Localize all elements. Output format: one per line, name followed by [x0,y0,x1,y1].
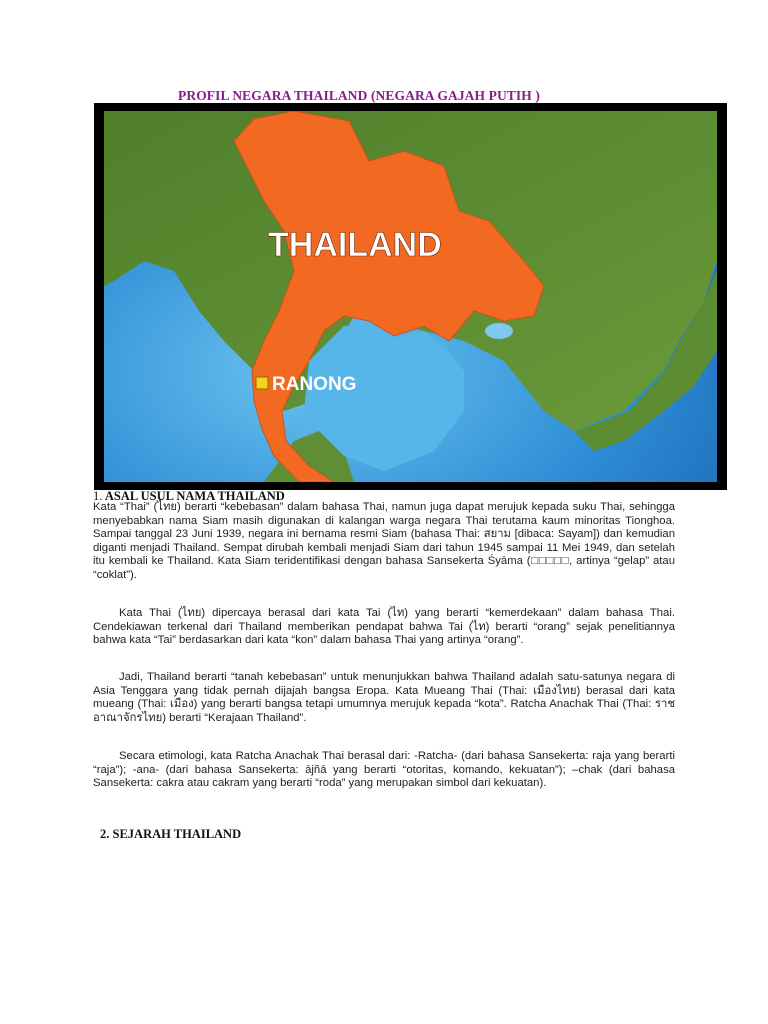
map-image [94,103,727,490]
section-1-title: ASAL USUL NAMA THAILAND [104,489,285,503]
lake [485,323,513,339]
thailand-label: THAILAND [268,226,442,264]
paragraph-2: Kata Thai (ไทย) dipercaya berasal dari kata Tai (ไท) yang berarti “kemerdekaan” dalam bahasa Thai. Cendekiawan terkenal dari Thailand memberikan pendapat bahwa Tai (ไท) berarti “orang” sejak penelitiannya bahwa kata “Tai” berdasarkan dari kata “kon” dalam bahasa Thai yang artinya “orang”. [93,607,675,647]
page-title: PROFIL NEGARA THAILAND (NEGARA GAJAH PUTIH ) [178,88,540,103]
ranong-marker [256,377,268,389]
paragraph-1: Kata “Thai” (ไทย) berarti “kebebasan” dalam bahasa Thai, namun juga dapat merujuk kepada suku Thai, sehingga menyebabkan nama Siam masih digunakan di kalangan warga negara Thai terutama kaum minoritas Tionghoa. Sampai tanggal 23 Juni 1939, negara ini bernama resmi Siam (bahasa Thai: สยาม [dibaca: Sayam]) dan kemudian diganti menjadi Thailand. Sempat dirubah kembali menjadi Siam dari tahun 1945 sampai 11 Mei 1949, dan setelah itu kembali ke Thailand. Kata Siam teridentifikasi dengan bahasa Sansekerta Śyāma (□□□□□, artinya “gelap” atau “coklat”). [93,501,675,581]
paragraph-4: Secara etimologi, kata Ratcha Anachak Thai berasal dari: -Ratcha- (dari bahasa Sansekerta: raja yang berarti “raja”); -ana- (dari bahasa Sansekerta: ājñā yang berarti “otoritas, komando, kekuatan”); –chak (dari bahasa Sansekerta: cakra atau cakram yang berarti “roda” yang merupakan simbol dari kekuatan). [93,750,675,790]
section-1-number: 1. [93,489,103,503]
section-2-heading: 2. SEJARAH THAILAND [100,827,242,841]
ranong-label: RANONG [272,374,357,395]
paragraph-3: Jadi, Thailand berarti “tanah kebebasan” untuk menunjukkan bahwa Thailand adalah satu-satunya negara di Asia Tenggara yang tidak pernah dijajah bangsa Eropa. Kata Mueang Thai (Thai: เมืองไทย) berasal dari kata mueang (Thai: เมือง) yang berarti bangsa tetapi umumnya merujuk kepada “kota”. Ratcha Anachak Thai (Thai: ราชอาณาจักรไทย) berarti “Kerajaan Thailand”. [93,671,675,724]
thailand-map [104,111,717,482]
